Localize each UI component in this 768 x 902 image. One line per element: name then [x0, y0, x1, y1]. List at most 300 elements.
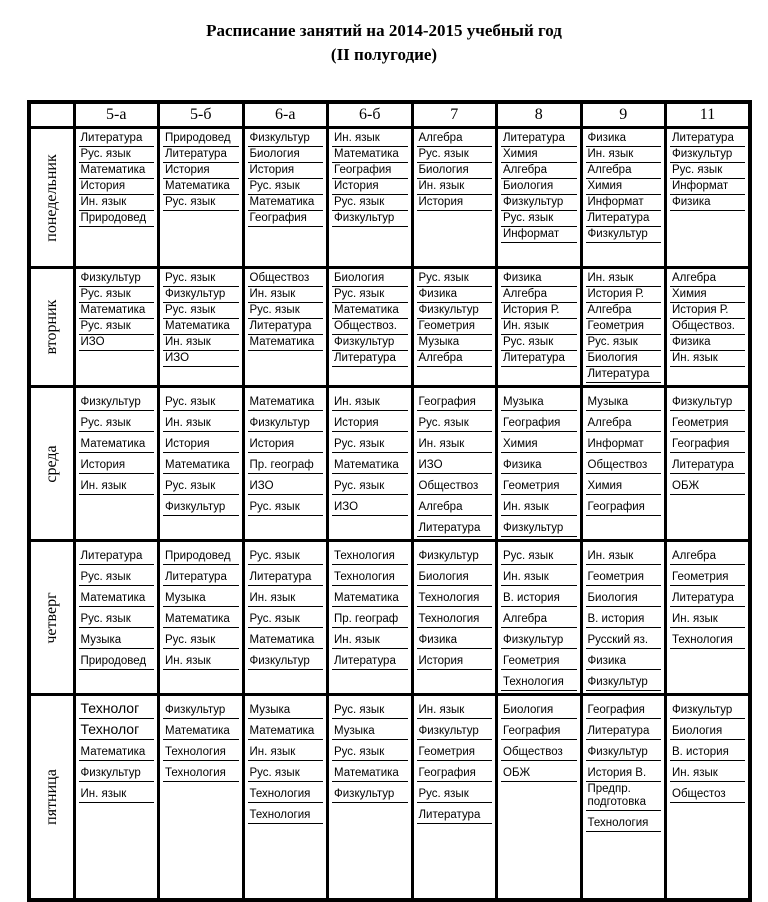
lesson-entry: Информат — [670, 179, 745, 195]
lesson-cell — [243, 128, 328, 268]
lesson-cell — [497, 541, 582, 695]
lesson-entry: Технология — [417, 607, 493, 628]
lesson-entry: Природовед — [79, 211, 155, 227]
lesson-entry: История — [79, 179, 155, 195]
lesson-entry: Обществоз — [248, 271, 324, 287]
lesson-entry: Рус. язык — [586, 335, 662, 351]
lesson-entry: Математика — [332, 453, 408, 474]
lesson-entry: Природовед — [79, 649, 155, 670]
lesson-cell — [159, 387, 244, 541]
lesson-entry: География — [248, 211, 324, 227]
lesson-entry: Физкультур — [501, 628, 577, 649]
lesson-entry: Музыка — [501, 390, 577, 411]
lesson-entry: Химия — [501, 147, 577, 163]
lesson-entry: Физика — [670, 335, 745, 351]
lesson-entry: Рус. язык — [79, 565, 155, 586]
lesson-entry: Рус. язык — [163, 628, 239, 649]
lesson-entry: Рус. язык — [417, 147, 493, 163]
lesson-entry: ИЗО — [248, 474, 324, 495]
lesson-entry: Рус. язык — [501, 544, 577, 565]
lesson-entry: География — [332, 163, 408, 179]
lesson-entry: География — [586, 698, 662, 719]
lesson-entry: Обществоз. — [332, 319, 408, 335]
lesson-cell — [412, 268, 497, 387]
lesson-cell — [581, 541, 666, 695]
lesson-entry: Физкультур — [248, 649, 324, 670]
schedule-table — [27, 100, 752, 902]
lesson-entry: Физкультур — [670, 147, 745, 163]
lesson-entry: Музыка — [248, 698, 324, 719]
lesson-entry: Химия — [501, 432, 577, 453]
lesson-entry: Геометрия — [586, 565, 662, 586]
lesson-entry: Физкультур — [163, 698, 239, 719]
lesson-entry: История — [248, 432, 324, 453]
lesson-entry: Математика — [332, 303, 408, 319]
lesson-entry: География — [417, 761, 493, 782]
lesson-entry: Алгебра — [586, 411, 662, 432]
lesson-entry: Ин. язык — [501, 565, 577, 586]
lesson-entry: Рус. язык — [248, 607, 324, 628]
lesson-entry: География — [670, 432, 745, 453]
lesson-entry: Музыка — [332, 719, 408, 740]
lesson-cell — [497, 268, 582, 387]
lesson-entry: Литература — [501, 131, 577, 147]
corner-cell — [29, 102, 74, 128]
lesson-entry: Технолог — [79, 719, 155, 740]
lesson-entry: Русский яз. — [586, 628, 662, 649]
lesson-entry: Пр. географ — [332, 607, 408, 628]
lesson-entry: Ин. язык — [417, 432, 493, 453]
lesson-cell — [328, 387, 413, 541]
day-cell — [29, 128, 74, 268]
lesson-entry: Алгебра — [586, 163, 662, 179]
lesson-entry: Ин. язык — [670, 761, 745, 782]
lesson-cell — [666, 541, 751, 695]
lesson-entry: Рус. язык — [332, 698, 408, 719]
lesson-entry: Физкультур — [332, 335, 408, 351]
lesson-entry: История — [332, 179, 408, 195]
lesson-entry: Литература — [248, 565, 324, 586]
lesson-entry: Математика — [163, 719, 239, 740]
class-header: 8 — [497, 102, 582, 128]
lesson-entry: Литература — [417, 516, 493, 537]
lesson-entry: География — [501, 411, 577, 432]
lesson-entry: История — [417, 195, 493, 211]
lesson-entry: Ин. язык — [417, 698, 493, 719]
lesson-entry: В. история — [670, 740, 745, 761]
lesson-cell — [74, 695, 159, 900]
lesson-entry: Технология — [332, 565, 408, 586]
lesson-entry: Информат — [501, 227, 577, 243]
lesson-cell — [497, 695, 582, 900]
lesson-entry: Алгебра — [670, 544, 745, 565]
lesson-entry: Математика — [79, 586, 155, 607]
lesson-entry: Ин. язык — [586, 147, 662, 163]
lesson-entry: Технология — [163, 740, 239, 761]
lesson-entry: Физика — [586, 649, 662, 670]
lesson-entry: Физика — [417, 628, 493, 649]
lesson-entry: Технология — [248, 782, 324, 803]
lesson-entry: Ин. язык — [248, 287, 324, 303]
lesson-cell — [412, 387, 497, 541]
lesson-entry: Ин. язык — [586, 544, 662, 565]
lesson-entry: Математика — [163, 319, 239, 335]
lesson-entry: Химия — [670, 287, 745, 303]
lesson-entry: Музыка — [163, 586, 239, 607]
lesson-entry: Алгебра — [501, 163, 577, 179]
lesson-entry: Алгебра — [417, 351, 493, 367]
day-row — [29, 541, 750, 695]
lesson-entry: Технология — [332, 544, 408, 565]
lesson-entry: Физкультур — [586, 740, 662, 761]
lesson-cell — [328, 128, 413, 268]
lesson-entry: Математика — [248, 390, 324, 411]
lesson-entry: Математика — [163, 179, 239, 195]
lesson-entry: Рус. язык — [79, 607, 155, 628]
lesson-entry: Литература — [670, 586, 745, 607]
lesson-entry: Ин. язык — [163, 335, 239, 351]
lesson-entry: Геометрия — [501, 474, 577, 495]
lesson-cell — [412, 541, 497, 695]
lesson-entry: Математика — [79, 163, 155, 179]
lesson-entry: Обществоз — [501, 740, 577, 761]
lesson-entry: Геометрия — [586, 319, 662, 335]
lesson-entry: Физкультур — [501, 195, 577, 211]
lesson-entry: География — [501, 719, 577, 740]
class-header: 5-б — [159, 102, 244, 128]
day-label: среда — [42, 444, 60, 483]
lesson-entry: Рус. язык — [332, 740, 408, 761]
lesson-entry: Алгебра — [417, 495, 493, 516]
class-header: 6-б — [328, 102, 413, 128]
lesson-cell — [159, 541, 244, 695]
lesson-entry: Общестоз — [670, 782, 745, 803]
class-header: 11 — [666, 102, 751, 128]
lesson-entry: Физкультур — [79, 271, 155, 287]
lesson-entry: Рус. язык — [79, 411, 155, 432]
lesson-entry: История Р. — [501, 303, 577, 319]
lesson-entry: Ин. язык — [248, 740, 324, 761]
lesson-cell — [666, 268, 751, 387]
lesson-entry: История — [332, 411, 408, 432]
lesson-entry: Геометрия — [670, 565, 745, 586]
lesson-cell — [159, 695, 244, 900]
lesson-cell — [74, 268, 159, 387]
lesson-cell — [328, 541, 413, 695]
lesson-entry: Физкультур — [79, 390, 155, 411]
lesson-entry: Ин. язык — [670, 607, 745, 628]
lesson-entry: Литература — [501, 351, 577, 367]
lesson-entry: Рус. язык — [163, 271, 239, 287]
lesson-entry: Рус. язык — [248, 495, 324, 516]
lesson-entry: Рус. язык — [248, 179, 324, 195]
day-label: четверг — [42, 591, 60, 644]
lesson-cell — [666, 387, 751, 541]
lesson-entry: Биология — [332, 271, 408, 287]
lesson-entry: Рус. язык — [163, 474, 239, 495]
lesson-entry: Технология — [417, 586, 493, 607]
lesson-entry: Геометрия — [670, 411, 745, 432]
lesson-entry: Биология — [417, 565, 493, 586]
lesson-entry: Рус. язык — [248, 544, 324, 565]
lesson-entry: Обществоз — [417, 474, 493, 495]
lesson-entry: Ин. язык — [163, 411, 239, 432]
lesson-entry: Технология — [670, 628, 745, 649]
lesson-entry: Химия — [586, 179, 662, 195]
lesson-entry: Математика — [248, 195, 324, 211]
lesson-entry: ИЗО — [163, 351, 239, 367]
lesson-entry: Физкультур — [248, 131, 324, 147]
lesson-cell — [243, 268, 328, 387]
lesson-cell — [497, 128, 582, 268]
lesson-entry: История Р. — [586, 287, 662, 303]
lesson-entry: Ин. язык — [79, 474, 155, 495]
lesson-cell — [581, 268, 666, 387]
lesson-entry: Биология — [417, 163, 493, 179]
lesson-entry: Математика — [79, 432, 155, 453]
lesson-cell — [666, 128, 751, 268]
lesson-entry: Алгебра — [670, 271, 745, 287]
lesson-entry: Алгебра — [417, 131, 493, 147]
lesson-entry: В. история — [501, 586, 577, 607]
lesson-entry: История Р. — [670, 303, 745, 319]
lesson-entry: Физкультур — [163, 287, 239, 303]
lesson-cell — [328, 695, 413, 900]
lesson-cell — [412, 128, 497, 268]
lesson-entry: Литература — [163, 565, 239, 586]
day-cell — [29, 387, 74, 541]
lesson-entry: Технология — [248, 803, 324, 824]
day-row — [29, 268, 750, 387]
lesson-cell — [243, 541, 328, 695]
lesson-entry: Физика — [670, 195, 745, 211]
lesson-entry: Литература — [586, 367, 662, 383]
lesson-entry: Рус. язык — [670, 163, 745, 179]
lesson-entry: Технология — [501, 670, 577, 691]
class-header: 6-а — [243, 102, 328, 128]
class-header: 5-а — [74, 102, 159, 128]
lesson-entry: Математика — [79, 303, 155, 319]
header-row — [29, 102, 750, 128]
lesson-entry: Рус. язык — [417, 782, 493, 803]
lesson-entry: Физкультур — [332, 782, 408, 803]
lesson-entry: ИЗО — [79, 335, 155, 351]
lesson-entry: Физкультур — [501, 516, 577, 537]
lesson-entry: Музыка — [417, 335, 493, 351]
lesson-entry: Математика — [248, 628, 324, 649]
lesson-cell — [74, 387, 159, 541]
lesson-entry: Ин. язык — [79, 195, 155, 211]
lesson-entry: Ин. язык — [586, 271, 662, 287]
lesson-entry: Физкультур — [670, 390, 745, 411]
lesson-entry: Физика — [586, 131, 662, 147]
lesson-entry: Литература — [586, 719, 662, 740]
lesson-entry: Химия — [586, 474, 662, 495]
lesson-entry: История — [417, 649, 493, 670]
lesson-entry: Обществоз — [586, 453, 662, 474]
lesson-cell — [581, 387, 666, 541]
lesson-entry: Алгебра — [501, 287, 577, 303]
schedule-subtitle: (II полугодие) — [330, 45, 438, 64]
lesson-entry: Технология — [586, 811, 662, 832]
lesson-entry: Рус. язык — [79, 319, 155, 335]
lesson-entry: Биология — [670, 719, 745, 740]
lesson-entry: География — [586, 495, 662, 516]
lesson-entry: Геометрия — [417, 740, 493, 761]
lesson-entry: Ин. язык — [670, 351, 745, 367]
lesson-entry: ОБЖ — [670, 474, 745, 495]
lesson-entry: Литература — [79, 544, 155, 565]
lesson-cell — [581, 128, 666, 268]
lesson-entry: Информат — [586, 195, 662, 211]
lesson-entry: Технология — [163, 761, 239, 782]
day-cell — [29, 541, 74, 695]
class-header: 7 — [412, 102, 497, 128]
lesson-entry: ОБЖ — [501, 761, 577, 782]
lesson-cell — [243, 695, 328, 900]
lesson-entry: Технолог — [79, 698, 155, 719]
lesson-entry: Литература — [670, 131, 745, 147]
lesson-entry: История В. — [586, 761, 662, 782]
lesson-entry: Литература — [670, 453, 745, 474]
lesson-entry: Рус. язык — [79, 287, 155, 303]
lesson-cell — [497, 387, 582, 541]
lesson-entry: Математика — [332, 586, 408, 607]
lesson-entry: Рус. язык — [248, 761, 324, 782]
day-row — [29, 387, 750, 541]
schedule-title: Расписание занятий на 2014-2015 учебный год — [206, 21, 562, 40]
lesson-entry: Биология — [586, 351, 662, 367]
lesson-entry: Литература — [332, 649, 408, 670]
lesson-entry: Литература — [79, 131, 155, 147]
lesson-entry: География — [417, 390, 493, 411]
day-label: вторник — [42, 299, 60, 355]
lesson-entry: Литература — [417, 803, 493, 824]
lesson-entry: Рус. язык — [417, 271, 493, 287]
day-label: понедельник — [42, 153, 60, 242]
lesson-entry: Физкультур — [417, 719, 493, 740]
lesson-entry: Музыка — [79, 628, 155, 649]
lesson-entry: Ин. язык — [332, 131, 408, 147]
lesson-cell — [412, 695, 497, 900]
lesson-entry: Рус. язык — [332, 287, 408, 303]
lesson-entry: Рус. язык — [248, 303, 324, 319]
lesson-entry: Физкультур — [248, 411, 324, 432]
day-cell — [29, 268, 74, 387]
lesson-entry: Математика — [332, 761, 408, 782]
lesson-entry: Физкультур — [332, 211, 408, 227]
lesson-entry: В. история — [586, 607, 662, 628]
lesson-entry: Музыка — [586, 390, 662, 411]
lesson-entry: Физкультур — [163, 495, 239, 516]
lesson-entry: Ин. язык — [501, 495, 577, 516]
lesson-entry: ИЗО — [417, 453, 493, 474]
lesson-entry: Математика — [163, 607, 239, 628]
lesson-entry: Физика — [501, 453, 577, 474]
lesson-entry: Рус. язык — [163, 195, 239, 211]
lesson-entry: Геометрия — [501, 649, 577, 670]
day-label: пятница — [42, 768, 60, 825]
lesson-entry: История — [79, 453, 155, 474]
lesson-entry: Биология — [501, 179, 577, 195]
lesson-cell — [159, 128, 244, 268]
lesson-entry: Обществоз. — [670, 319, 745, 335]
lesson-entry: Физкультур — [670, 698, 745, 719]
lesson-entry: История — [163, 432, 239, 453]
lesson-entry: Ин. язык — [501, 319, 577, 335]
lesson-cell — [581, 695, 666, 900]
lesson-cell — [74, 128, 159, 268]
lesson-entry: Математика — [332, 147, 408, 163]
lesson-entry: Физкультур — [586, 670, 662, 691]
lesson-entry: Рус. язык — [332, 432, 408, 453]
day-row — [29, 695, 750, 900]
lesson-entry: Литература — [248, 319, 324, 335]
lesson-entry: Биология — [586, 586, 662, 607]
lesson-entry: Физкультур — [417, 544, 493, 565]
class-header: 9 — [581, 102, 666, 128]
lesson-entry: Ин. язык — [332, 390, 408, 411]
lesson-entry: Физкультур — [417, 303, 493, 319]
lesson-entry: Литература — [332, 351, 408, 367]
lesson-entry: Природовед — [163, 131, 239, 147]
lesson-entry: Предпр. подготовка — [586, 782, 662, 811]
lesson-entry: Ин. язык — [79, 782, 155, 803]
lesson-entry: Геометрия — [417, 319, 493, 335]
lesson-cell — [328, 268, 413, 387]
lesson-entry: Литература — [586, 211, 662, 227]
lesson-entry: Рус. язык — [332, 195, 408, 211]
lesson-cell — [243, 387, 328, 541]
lesson-entry: История — [248, 163, 324, 179]
lesson-entry: Пр. географ — [248, 453, 324, 474]
lesson-entry: Рус. язык — [163, 303, 239, 319]
lesson-cell — [74, 541, 159, 695]
lesson-entry: Алгебра — [501, 607, 577, 628]
lesson-entry: Алгебра — [586, 303, 662, 319]
lesson-entry: ИЗО — [332, 495, 408, 516]
lesson-cell — [159, 268, 244, 387]
lesson-entry: Рус. язык — [501, 211, 577, 227]
lesson-entry: Рус. язык — [163, 390, 239, 411]
day-cell — [29, 695, 74, 900]
lesson-entry: Физкультур — [586, 227, 662, 243]
lesson-entry: История — [163, 163, 239, 179]
lesson-entry: Рус. язык — [417, 411, 493, 432]
lesson-entry: Природовед — [163, 544, 239, 565]
lesson-entry: Биология — [501, 698, 577, 719]
lesson-entry: Ин. язык — [417, 179, 493, 195]
lesson-cell — [666, 695, 751, 900]
lesson-entry: Ин. язык — [163, 649, 239, 670]
lesson-entry: Физкультур — [79, 761, 155, 782]
lesson-entry: Математика — [163, 453, 239, 474]
lesson-entry: Ин. язык — [332, 628, 408, 649]
lesson-entry: Информат — [586, 432, 662, 453]
lesson-entry: Математика — [248, 335, 324, 351]
lesson-entry: Литература — [163, 147, 239, 163]
day-row — [29, 128, 750, 268]
lesson-entry: Математика — [248, 719, 324, 740]
lesson-entry: Математика — [79, 740, 155, 761]
lesson-entry: Рус. язык — [79, 147, 155, 163]
lesson-entry: Рус. язык — [501, 335, 577, 351]
lesson-entry: Физика — [501, 271, 577, 287]
lesson-entry: Биология — [248, 147, 324, 163]
lesson-entry: Физика — [417, 287, 493, 303]
lesson-entry: Ин. язык — [248, 586, 324, 607]
lesson-entry: Рус. язык — [332, 474, 408, 495]
